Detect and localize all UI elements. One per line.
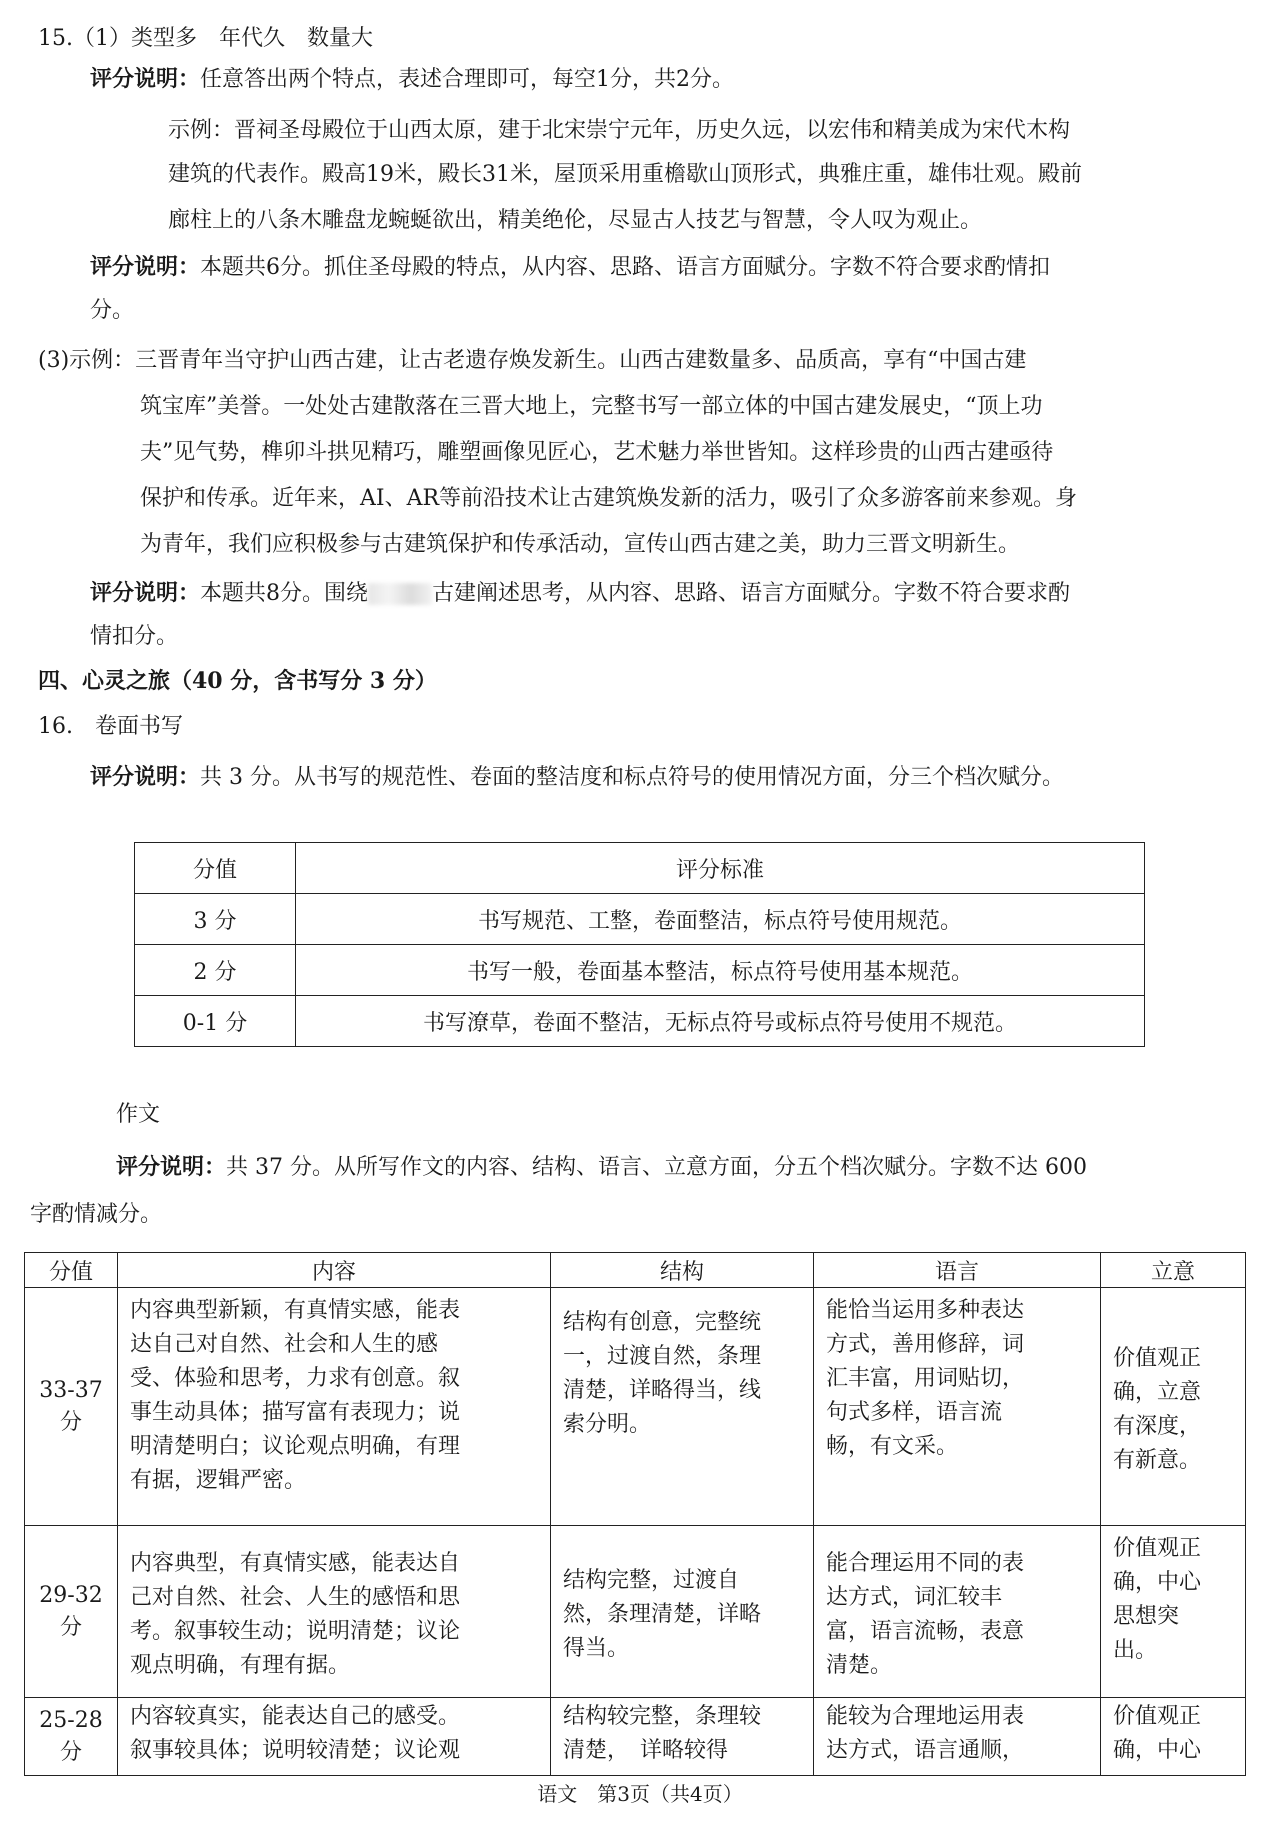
scoring-text: 本题共6分。抓住圣母殿的特点，从内容、思路、语言方面赋分。字数不符合要求酌情扣 <box>200 255 1051 280</box>
language-cell: 能较为合理地运用表 达方式，语言通顺， <box>814 1698 1101 1776</box>
table-header: 分值 <box>25 1253 118 1288</box>
scoring-text-cont: 情扣分。 <box>90 624 179 649</box>
table-cell: 2 分 <box>135 945 296 996</box>
scoring-text: 任意答出两个特点，表述合理即可，每空1分，共2分。 <box>200 67 735 92</box>
idea-cell: 价值观正 确，中心 思想突 出。 <box>1101 1526 1246 1698</box>
section-title: 四、心灵之旅（40 分，含书写分 3 分） <box>38 668 437 694</box>
scoring-text: 古建阐述思考，从内容、思路、语言方面赋分。字数不符合要求酌 <box>432 581 1071 606</box>
q15-answer-3-line: 筑宝库”美誉。一处处古建散落在三晋大地上，完整书写一部立体的中国古建发展史，“顶上功 <box>140 394 1043 419</box>
scoring-text: 本题共8分。围绕 <box>200 581 369 606</box>
table-row <box>135 894 1145 945</box>
table-header: 结构 <box>551 1253 814 1288</box>
table-cell: 书写一般，卷面基本整洁，标点符号使用基本规范。 <box>296 945 1145 996</box>
page-footer: 语文 第3页（共4页） <box>537 1782 743 1806</box>
q15-answer-3: (3)示例：三晋青年当守护山西古建，让古老遗存焕发新生。山西古建数量多、品质高，享有“中国古建 <box>38 348 1027 373</box>
language-cell: 能合理运用不同的表 达方式，词汇较丰 富，语言流畅，表意 清楚。 <box>814 1526 1101 1698</box>
q16-scoring <box>90 762 1064 793</box>
scoring-text: 共 3 分。从书写的规范性、卷面的整洁度和标点符号的使用情况方面，分三个档次赋分。 <box>200 765 1065 790</box>
table-row <box>135 945 1145 996</box>
scoring-label: 评分说明： <box>90 254 201 280</box>
q15-example-line: 示例：晋祠圣母殿位于山西太原，建于北宋崇宁元年，历史久远，以宏伟和精美成为宋代木构 <box>168 118 1071 143</box>
table-cell: 0-1 分 <box>135 996 296 1047</box>
score-cell: 33-37 分 <box>25 1288 118 1526</box>
q15-answer-3-line: 保护和传承。近年来，AI、AR等前沿技术让古建筑焕发新的活力，吸引了众多游客前来参观。身 <box>140 486 1078 511</box>
q15-scoring-2 <box>90 252 1050 283</box>
structure-cell: 结构有创意，完整统 一，过渡自然，条理 清楚，详略得当，线 索分明。 <box>551 1288 814 1526</box>
q15-scoring-3 <box>90 578 1070 609</box>
table-header: 评分标准 <box>296 843 1145 894</box>
essay-scoring <box>116 1152 1087 1183</box>
table-cell: 3 分 <box>135 894 296 945</box>
table-cell: 书写潦草，卷面不整洁，无标点符号或标点符号使用不规范。 <box>296 996 1145 1047</box>
q15-answer-3-line: 夫”见气势，榫卯斗拱见精巧，雕塑画像见匠心，艺术魅力举世皆知。这样珍贵的山西古建亟待 <box>140 440 1054 465</box>
content-cell: 内容典型，有真情实感，能表达自 己对自然、社会、人生的感悟和思 考。叙事较生动；说明清楚；议论 观点明确，有理有据。 <box>118 1526 551 1698</box>
table-row <box>25 1526 1246 1698</box>
table-header: 分值 <box>135 843 296 894</box>
language-cell: 能恰当运用多种表达 方式，善用修辞，词 汇丰富，用词贴切， 句式多样，语言流 畅，有文采。 <box>814 1288 1101 1526</box>
scoring-text: 共 37 分。从所写作文的内容、结构、语言、立意方面，分五个档次赋分。字数不达 600 <box>226 1155 1087 1180</box>
q15-example-line: 廊柱上的八条木雕盘龙蜿蜒欲出，精美绝伦，尽显古人技艺与智慧，令人叹为观止。 <box>168 208 983 233</box>
structure-cell: 结构较完整，条理较 清楚， 详略较得 <box>551 1698 814 1776</box>
blurred-text <box>368 583 432 605</box>
table-row <box>25 1698 1246 1776</box>
idea-cell: 价值观正 确，中心 <box>1101 1698 1246 1776</box>
table-header: 内容 <box>118 1253 551 1288</box>
table-row <box>135 996 1145 1047</box>
table-cell: 书写规范、工整，卷面整洁，标点符号使用规范。 <box>296 894 1145 945</box>
q15-scoring-1 <box>90 64 734 95</box>
content-cell: 内容典型新颖，有真情实感，能表 达自己对自然、社会和人生的感 受、体验和思考，力求有创意。叙 事生动具体；描写富有表现力；说 明清楚明白；议论观点明确，有理 有据，逻辑严密。 <box>118 1288 551 1526</box>
structure-cell: 结构完整，过渡自 然，条理清楚，详略 得当。 <box>551 1526 814 1698</box>
scoring-text-cont: 字酌情减分。 <box>30 1202 163 1227</box>
q15-example-line: 建筑的代表作。殿高19米，殿长31米，屋顶采用重檐歇山顶形式，典雅庄重，雄伟壮观。殿前 <box>168 162 1082 187</box>
scoring-label: 评分说明： <box>90 580 201 606</box>
table-header: 语言 <box>814 1253 1101 1288</box>
table-row <box>25 1288 1246 1526</box>
essay-title: 作文 <box>116 1102 161 1127</box>
q15-answer-1: 15.（1）类型多 年代久 数量大 <box>38 26 373 51</box>
scoring-label: 评分说明： <box>116 1154 227 1180</box>
idea-cell: 价值观正 确，立意 有深度， 有新意。 <box>1101 1288 1246 1526</box>
q16-title: 16. 卷面书写 <box>38 714 183 739</box>
scoring-label: 评分说明： <box>90 764 201 790</box>
handwriting-table <box>134 842 1145 1047</box>
q15-answer-3-line: 为青年，我们应积极参与古建筑保护和传承活动，宣传山西古建之美，助力三晋文明新生。 <box>140 532 1021 557</box>
score-cell: 29-32 分 <box>25 1526 118 1698</box>
table-header: 立意 <box>1101 1253 1246 1288</box>
score-cell: 25-28 分 <box>25 1698 118 1776</box>
content-cell: 内容较真实，能表达自己的感受。 叙事较具体；说明较清楚；议论观 <box>118 1698 551 1776</box>
scoring-label: 评分说明： <box>90 66 201 92</box>
scoring-text-cont: 分。 <box>90 298 135 323</box>
essay-table <box>24 1252 1246 1776</box>
